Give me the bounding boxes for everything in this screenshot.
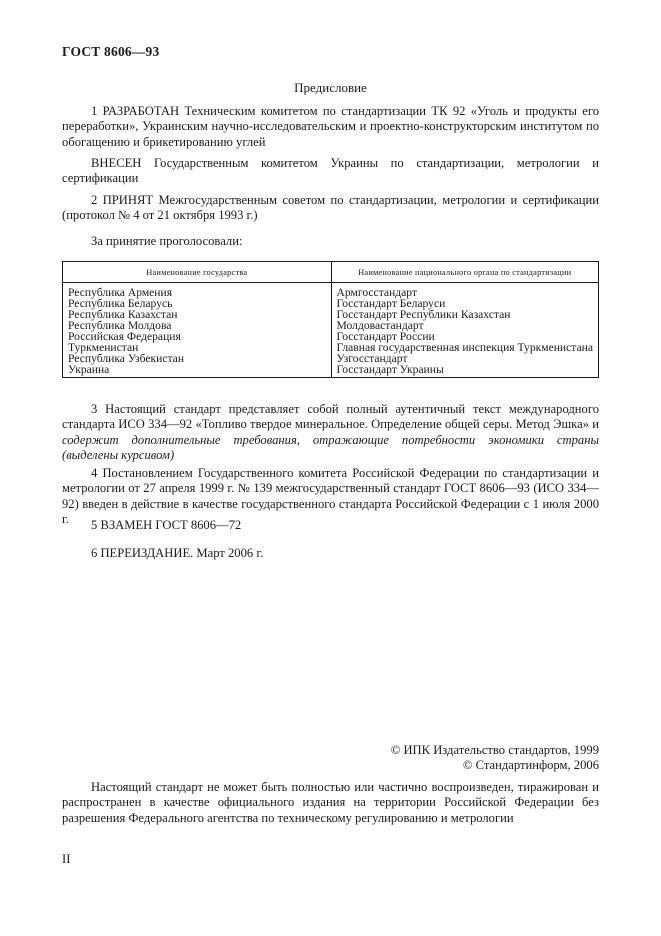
paragraph-voted: За принятие проголосовали: xyxy=(91,234,243,248)
state-name: Украина xyxy=(68,363,110,376)
paragraph-item-5: 5 ВЗАМЕН ГОСТ 8606—72 xyxy=(91,518,242,532)
state-name: Республика Беларусь xyxy=(68,297,173,310)
body-list-cell xyxy=(331,283,598,378)
table-header-row xyxy=(63,262,599,283)
state-name: Республика Армения xyxy=(68,286,173,299)
state-name: Республика Казахстан xyxy=(68,308,178,321)
page-title: Предисловие xyxy=(294,80,367,95)
item-3-italic-text: содержит дополнительные требования, отражающие потребности экономики страны (выделены курсивом) xyxy=(62,432,599,462)
paragraph-adopted: 2 ПРИНЯТ Межгосударственным советом по стандартизации, метрологии и сертификации (протокол № 4 от 21 октября 1993 г.) xyxy=(62,193,599,223)
table-row xyxy=(63,283,599,378)
standards-body-name: Госстандарт России xyxy=(336,330,435,343)
copyright-line-1: © ИПК Издательство стандартов, 1999 xyxy=(390,743,599,757)
paragraph-item-4: 4 Постановлением Государственного комитета Российской Федерации по стандартизации и метрологии от 27 апреля 1999 г. № 139 межгосударственный стандарт ГОСТ 8606—93 (ИСО 334—92) введен в действие в качестве государственного стандарта Российской Федерации с 1 июля 2000 г. xyxy=(62,466,599,526)
standards-body-name: Госстандарт Украины xyxy=(336,363,444,376)
standards-body-name: Главная государственная инспекция Туркменистана xyxy=(336,341,593,354)
state-name: Туркменистан xyxy=(68,341,139,354)
reproduction-notice: Настоящий стандарт не может быть полностью или частично воспроизведен, тиражирован и распространен в качестве официального издания на территории Российской Федерации без разрешения Федерального агентства по техническому регулированию и метрологии xyxy=(62,780,599,825)
standard-code: ГОСТ 8606—93 xyxy=(62,44,160,59)
page-number: II xyxy=(62,852,71,866)
column-header-state: Наименование государства xyxy=(63,262,332,283)
paragraph-developed: 1 РАЗРАБОТАН Техническим комитетом по стандартизации ТК 92 «Уголь и продукты его переработки», Украинским научно-исследовательским и проектно-конструкторским институтом по обогащению и брикетированию углей xyxy=(62,104,599,149)
standards-body-name: Молдовастандарт xyxy=(336,319,424,332)
state-name: Республика Молдова xyxy=(68,319,172,332)
state-name: Республика Узбекистан xyxy=(68,352,185,365)
copyright-line-2: © Стандартинформ, 2006 xyxy=(462,758,599,772)
paragraph-item-6: 6 ПЕРЕИЗДАНИЕ. Март 2006 г. xyxy=(91,546,264,560)
standards-body-name: Узгосстандарт xyxy=(336,352,408,365)
paragraph-introduced: ВНЕСЕН Государственным комитетом Украины по стандартизации, метрологии и сертификации xyxy=(62,156,599,186)
column-header-body: Наименование национального органа по стандартизации xyxy=(331,262,598,283)
standards-body-name: Госстандарт Беларуси xyxy=(336,297,446,310)
state-name: Российская Федерация xyxy=(68,330,181,343)
standards-body-name: Госстандарт Республики Казахстан xyxy=(336,308,511,321)
item-3-text: 3 Настоящий стандарт представляет собой полный аутентичный текст международного стандарта ИСО 334—92 «Топливо твердое минеральное. Определение общей серы. Метод Эшка» и xyxy=(62,402,599,432)
voting-table xyxy=(62,261,599,378)
copyright-block xyxy=(391,743,599,773)
paragraph-item-3 xyxy=(62,402,599,463)
standards-body-name: Армгосстандарт xyxy=(336,286,418,299)
state-list-cell xyxy=(63,283,332,378)
